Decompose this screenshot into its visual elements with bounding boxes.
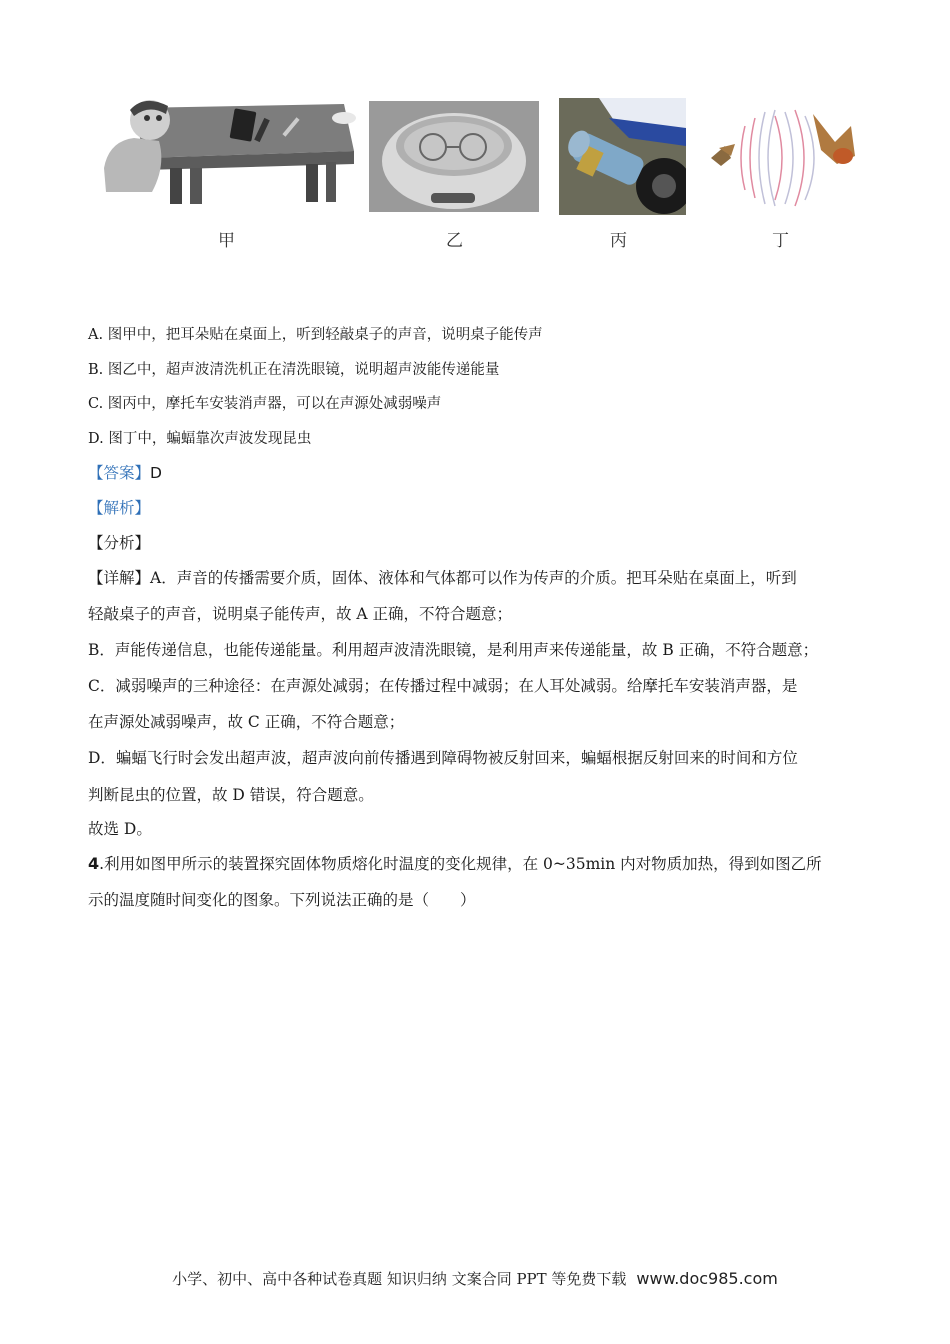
figure-bing-muffler-image [559, 98, 686, 215]
option-b: B. 图乙中，超声波清洗机正在清洗眼镜，说明超声波能传递能量 [88, 362, 500, 378]
figure-label-bing: 丙 [610, 231, 627, 251]
detail-text-1: A．声音的传播需要介质，固体、液体和气体都可以作为传声的介质。把耳朵贴在桌面上，听到 [150, 569, 797, 587]
detail-line-4: C．减弱噪声的三种途径：在声源处减弱；在传播过程中减弱；在人耳处减弱。给摩托车安装消声器，是 [88, 677, 798, 695]
detail-label: 【详解】 [88, 569, 151, 587]
option-a: A. 图甲中，把耳朵贴在桌面上，听到轻敲桌子的声音，说明桌子能传声 [88, 327, 543, 343]
fenxi-label: 【分析】 [88, 534, 151, 552]
detail-line-2: 轻敲桌子的声音，说明桌子能传声，故 A 正确，不符合题意； [88, 605, 513, 623]
detail-line-3: B．声能传递信息，也能传递能量。利用超声波清洗眼镜，是利用声来传递能量，故 B 正确，不符合题意； [88, 641, 819, 659]
detail-line-5: 在声源处减弱噪声，故 C 正确，不符合题意； [88, 713, 405, 731]
detail-line-7: 判断昆虫的位置，故 D 错误，符合题意。 [88, 786, 374, 804]
footer-text: 小学、初中、高中各种试卷真题 知识归纳 文案合同 PPT 等免费下载 [172, 1270, 627, 1288]
figure-label-ding: 丁 [772, 231, 789, 251]
figure-label-jia: 甲 [218, 231, 235, 251]
question4-number: 4 [88, 854, 100, 873]
answer-value: D [150, 464, 162, 482]
answer-line [88, 462, 162, 484]
question4-line-1 [88, 853, 822, 875]
page-footer [0, 1268, 950, 1289]
figure-yi-cleaner-image [369, 101, 539, 212]
detail-line-6: D．蝙蝠飞行时会发出超声波，超声波向前传播遇到障碍物被反射回来，蝙蝠根据反射回来的时间和方位 [88, 749, 798, 767]
question4-line-2: 示的温度随时间变化的图象。下列说法正确的是（ ） [88, 891, 476, 909]
analysis-label: 【解析】 [88, 499, 151, 517]
footer-url[interactable]: www.doc985.com [636, 1269, 778, 1288]
option-d: D. 图丁中，蝙蝠靠次声波发现昆虫 [88, 431, 312, 447]
figure-jia-table-image [104, 96, 360, 206]
detail-line-8: 故选 D。 [88, 820, 152, 838]
question4-text-1: .利用如图甲所示的装置探究固体物质熔化时温度的变化规律，在 0~35min 内对物质加热，得到如图乙所 [99, 855, 822, 873]
option-c: C. 图丙中，摩托车安装消声器，可以在声源处减弱噪声 [88, 396, 442, 412]
detail-line-1 [88, 567, 797, 589]
figure-label-yi: 乙 [446, 231, 463, 251]
answer-label: 【答案】 [88, 464, 151, 482]
figure-ding-bat-image [705, 106, 860, 216]
